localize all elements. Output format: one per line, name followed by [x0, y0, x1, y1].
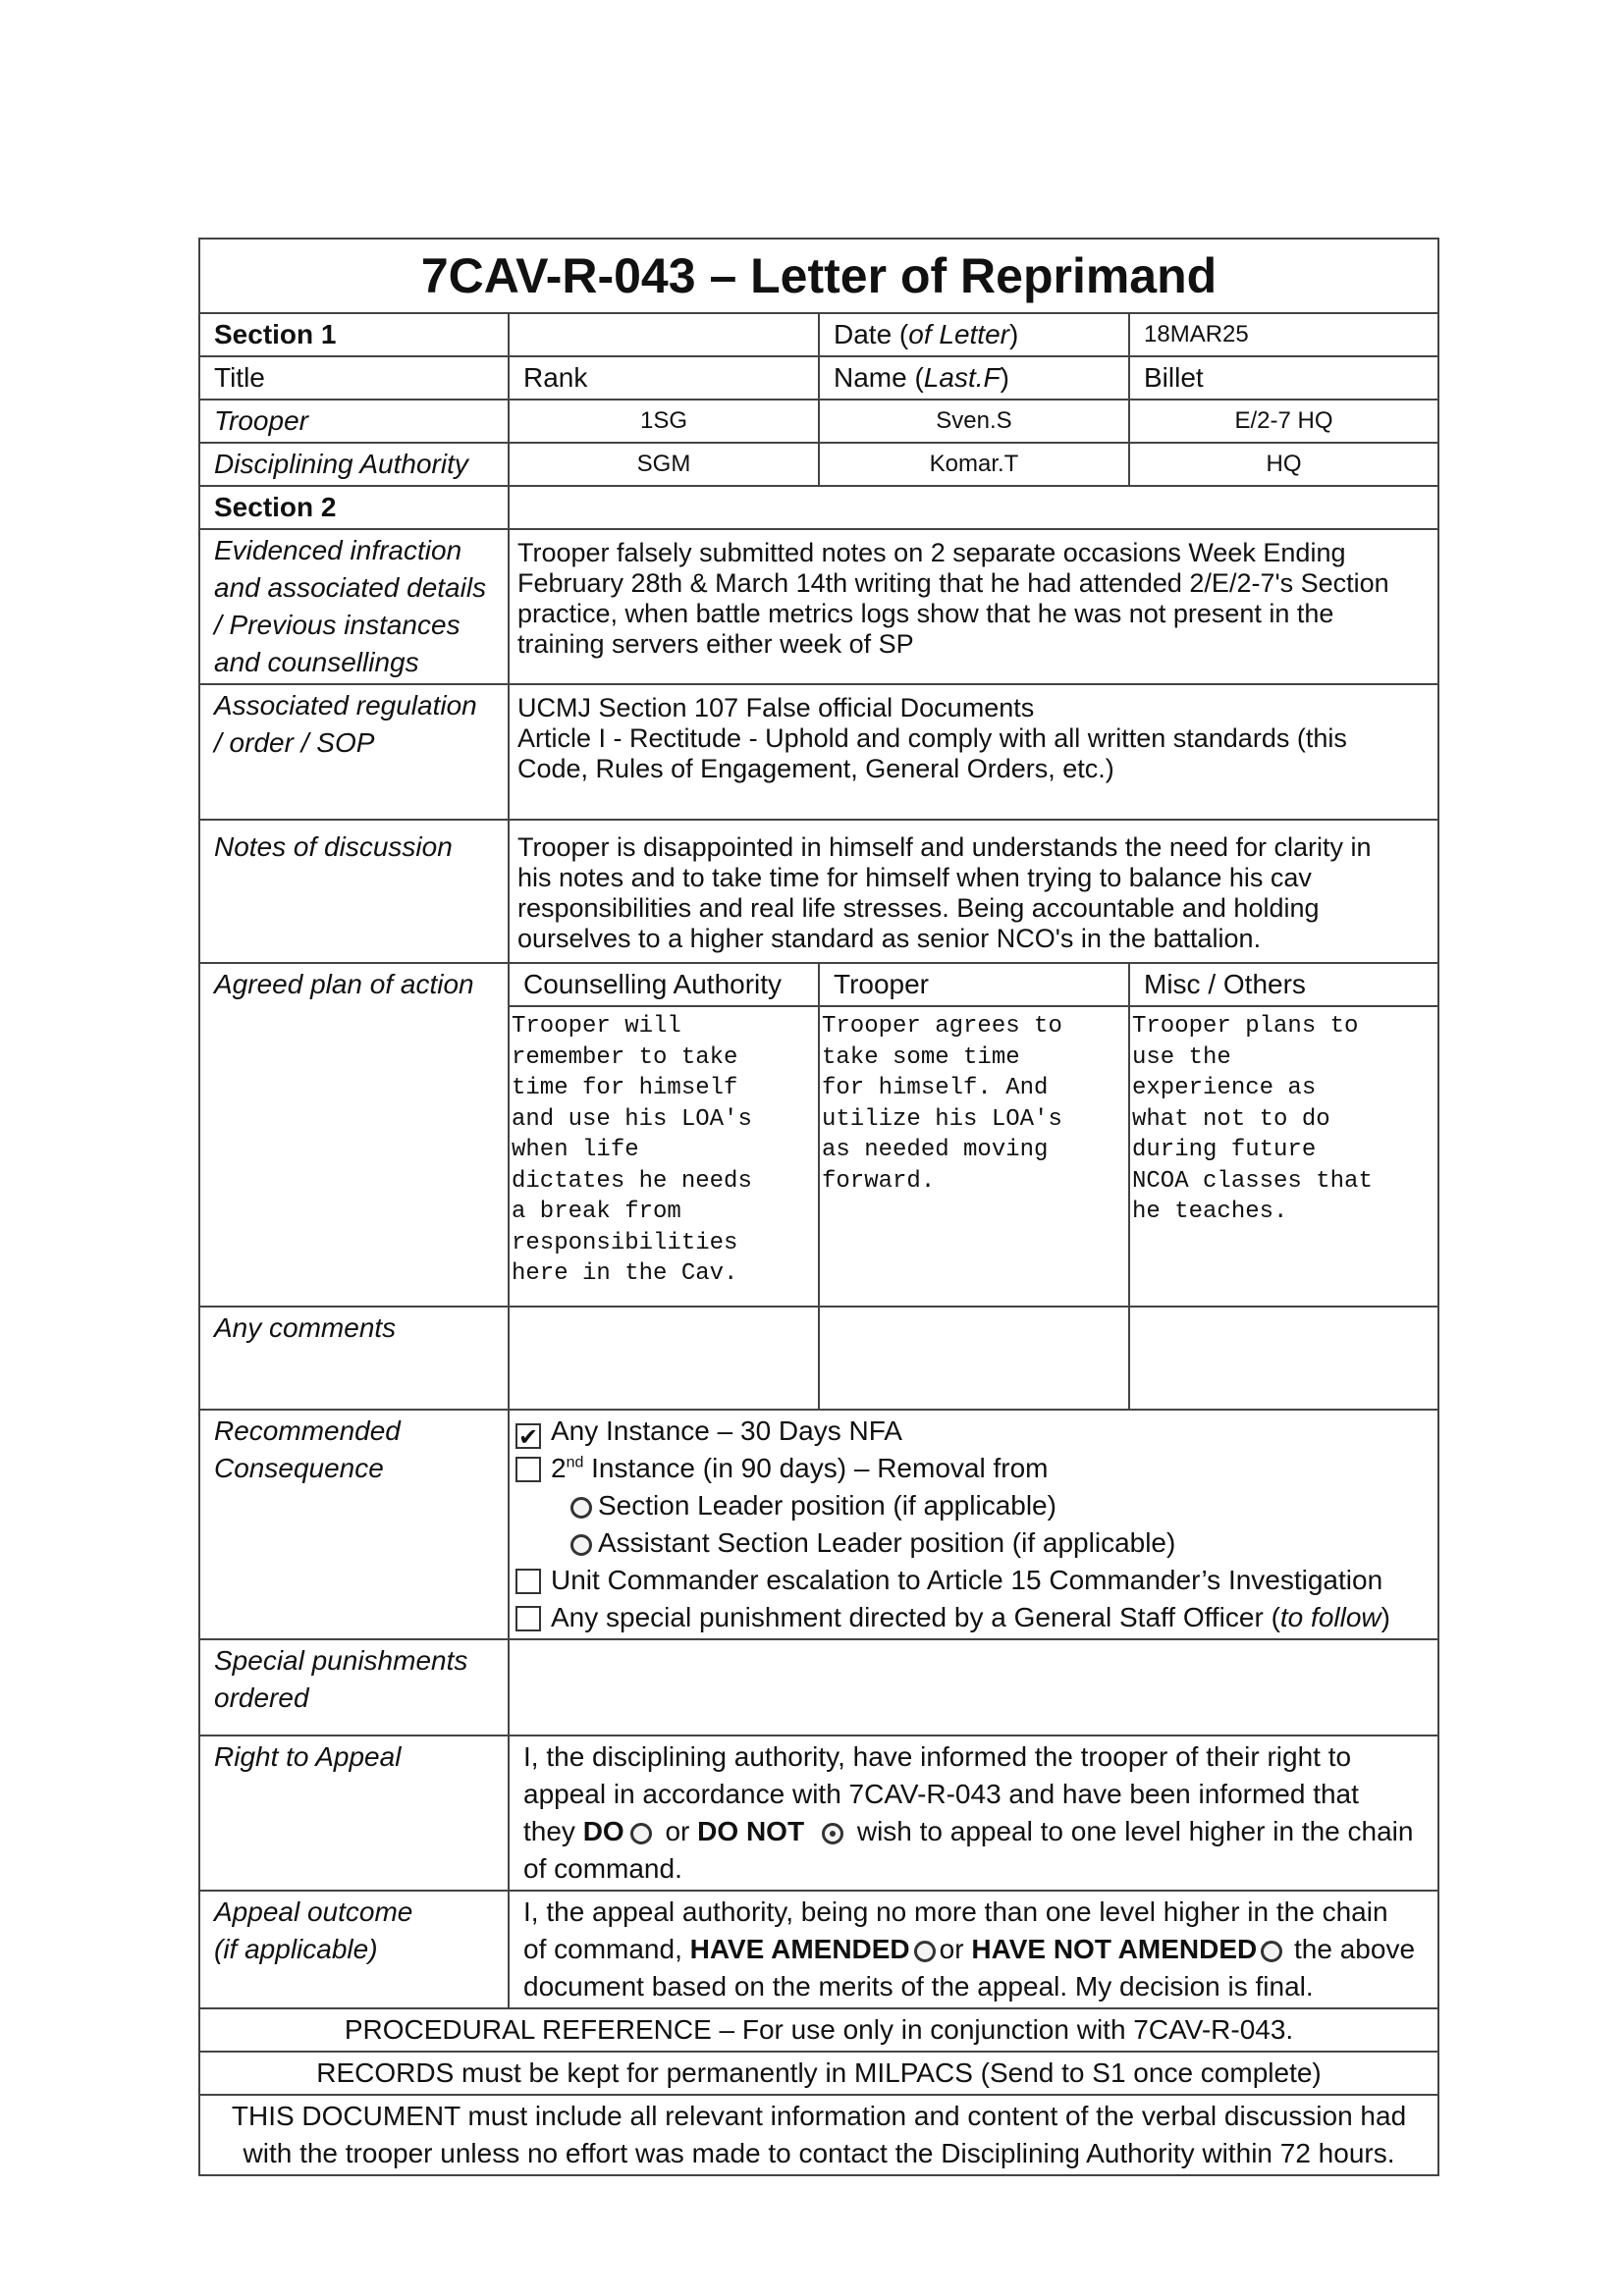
- empty-cell: [509, 313, 819, 356]
- plan-trooper-text[interactable]: Trooper agrees to take some time for himself. And utilize his LOA's as needed moving forward.: [819, 1006, 1129, 1307]
- appeal-statement: I, the disciplining authority, have informed the trooper of their right to appeal in accordance with 7CAV-R-043 and have been informed that they DO or DO NOT wish to appeal to one level higher in the chain of command.: [509, 1735, 1438, 1891]
- plan-authority-text[interactable]: Trooper will remember to take time for himself and use his LOA's when life dictates he needs a break from responsibilities here in the Cav.: [509, 1006, 819, 1307]
- regulation-label: Associated regulation / order / SOP: [199, 684, 509, 820]
- comments-trooper[interactable]: [819, 1307, 1129, 1410]
- comments-label: Any comments: [199, 1307, 509, 1410]
- radio-assistant-leader[interactable]: [570, 1534, 592, 1556]
- removal-sub-option-section-leader: Section Leader position (if applicable): [515, 1487, 1424, 1524]
- checkbox-30-days[interactable]: ✔: [515, 1423, 541, 1449]
- empty-cell: [509, 486, 1438, 529]
- procedural-reference: PROCEDURAL REFERENCE – For use only in conjunction with 7CAV-R-043.: [199, 2008, 1438, 2052]
- discussion-label: Notes of discussion: [199, 820, 509, 963]
- date-label: Date (of Letter): [819, 313, 1129, 356]
- authority-label: Disciplining Authority: [199, 443, 509, 486]
- reprimand-form: [198, 238, 1439, 2176]
- removal-sub-option-assistant-leader: Assistant Section Leader position (if applicable): [515, 1524, 1424, 1562]
- have-amended-radio[interactable]: [914, 1941, 936, 1962]
- trooper-name[interactable]: Sven.S: [819, 400, 1129, 443]
- date-value[interactable]: 18MAR25: [1129, 313, 1438, 356]
- appeal-label: Right to Appeal: [199, 1735, 509, 1891]
- consequence-option-30-days: ✔ Any Instance – 30 Days NFA: [515, 1413, 1424, 1450]
- trooper-rank[interactable]: 1SG: [509, 400, 819, 443]
- document-title: 7CAV-R-043 – Letter of Reprimand: [199, 239, 1438, 313]
- plan-misc-text[interactable]: Trooper plans to use the experience as what not to do during future NCOA classes that he teaches.: [1129, 1006, 1438, 1307]
- discussion-notes[interactable]: Trooper is disappointed in himself and understands the need for clarity in his notes and to take time for himself when trying to balance his cav responsibilities and real life stresses. Being accountable and holding ourselves to a higher standard as senior NCO's in the battalion.: [509, 820, 1438, 963]
- authority-rank[interactable]: SGM: [509, 443, 819, 486]
- checkbox-special-punishment[interactable]: [515, 1606, 541, 1631]
- consequence-label: Recommended Consequence: [199, 1410, 509, 1639]
- trooper-label: Trooper: [199, 400, 509, 443]
- plan-header-misc: Misc / Others: [1129, 963, 1438, 1006]
- checkbox-removal[interactable]: [515, 1457, 541, 1482]
- name-header: Name (Last.F): [819, 356, 1129, 400]
- authority-billet[interactable]: HQ: [1129, 443, 1438, 486]
- plan-label: Agreed plan of action: [199, 963, 509, 1307]
- infraction-details[interactable]: Trooper falsely submitted notes on 2 separate occasions Week Ending February 28th & March 14th writing that he had attended 2/E/2-7's Section practice, when battle metrics logs show that he was not present in the training servers either week of SP: [509, 529, 1438, 684]
- plan-header-trooper: Trooper: [819, 963, 1129, 1006]
- billet-header: Billet: [1129, 356, 1438, 400]
- consequence-option-article-15: Unit Commander escalation to Article 15 Commander’s Investigation: [515, 1562, 1424, 1599]
- section-1-label: Section 1: [199, 313, 509, 356]
- appeal-outcome-statement: I, the appeal authority, being no more than one level higher in the chain of command, HAVE AMENDED or HAVE NOT AMENDED the above document based on the merits of the appeal. My decision is final.: [509, 1891, 1438, 2008]
- plan-header-authority: Counselling Authority: [509, 963, 819, 1006]
- appeal-do-not-radio[interactable]: [822, 1823, 843, 1844]
- regulation-details[interactable]: UCMJ Section 107 False official Documents Article I - Rectitude - Uphold and comply with all written standards (this Code, Rules of Engagement, General Orders, etc.): [509, 684, 1438, 820]
- consequence-option-special: Any special punishment directed by a General Staff Officer (to follow): [515, 1599, 1424, 1636]
- rank-header: Rank: [509, 356, 819, 400]
- trooper-billet[interactable]: E/2-7 HQ: [1129, 400, 1438, 443]
- special-punishments-value[interactable]: [509, 1639, 1438, 1735]
- consequence-options: [509, 1410, 1438, 1639]
- document-requirements: THIS DOCUMENT must include all relevant information and content of the verbal discussion had with the trooper unless no effort was made to contact the Disciplining Authority within 72 hours.: [199, 2095, 1438, 2175]
- special-punishments-label: Special punishments ordered: [199, 1639, 509, 1735]
- consequence-option-removal: 2nd Instance (in 90 days) – Removal from: [515, 1450, 1424, 1487]
- section-2-label: Section 2: [199, 486, 509, 529]
- checkbox-article-15[interactable]: [515, 1569, 541, 1594]
- appeal-do-radio[interactable]: [630, 1823, 652, 1844]
- authority-name[interactable]: Komar.T: [819, 443, 1129, 486]
- comments-misc[interactable]: [1129, 1307, 1438, 1410]
- comments-authority[interactable]: [509, 1307, 819, 1410]
- records-note: RECORDS must be kept for permanently in MILPACS (Send to S1 once complete): [199, 2052, 1438, 2095]
- appeal-outcome-label: Appeal outcome (if applicable): [199, 1891, 509, 2008]
- have-not-amended-radio[interactable]: [1261, 1941, 1282, 1962]
- radio-section-leader[interactable]: [570, 1497, 592, 1519]
- infraction-label: Evidenced infraction and associated details / Previous instances and counsellings: [199, 529, 509, 684]
- title-header: Title: [199, 356, 509, 400]
